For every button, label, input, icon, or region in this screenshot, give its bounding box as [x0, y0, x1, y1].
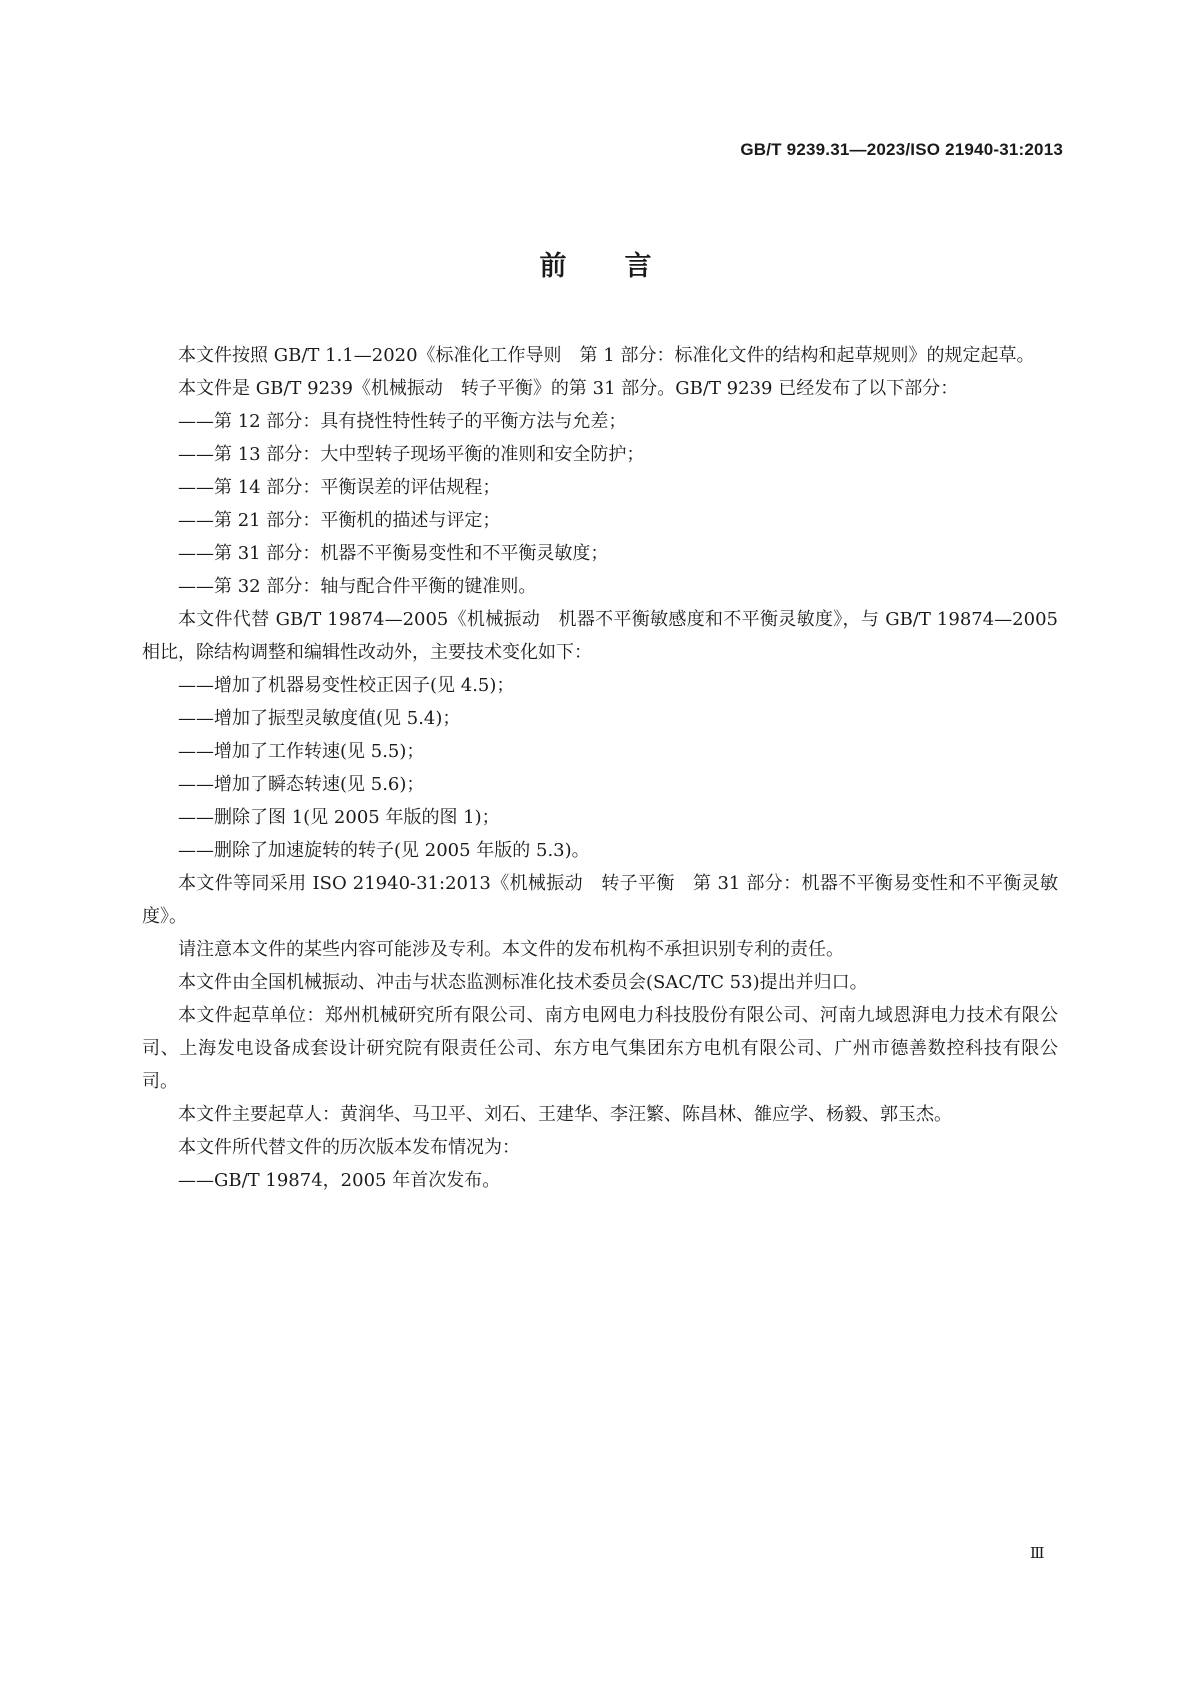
drafting-rule-paragraph: 本文件按照 GB/T 1.1—2020《标准化工作导则 第 1 部分：标准化文件的结构和起草规则》的规定起草。 — [178, 345, 1035, 366]
list-item: ——增加了工作转速(见 5.5)； — [178, 741, 425, 762]
changes-list — [142, 669, 1058, 867]
list-item: ——增加了振型灵敏度值(见 5.4)； — [178, 708, 461, 729]
adoption-paragraph: 本文件等同采用 ISO 21940-31:2013《机械振动 转子平衡 第 31 部分：机器不平衡易变性和不平衡灵敏度》。 — [142, 873, 1058, 927]
list-item: ——第 21 部分：平衡机的描述与评定； — [178, 510, 501, 531]
list-item: ——第 14 部分：平衡误差的评估规程； — [178, 477, 501, 498]
page-number: Ⅲ — [1030, 1544, 1045, 1562]
page-title: 前言 — [539, 251, 710, 282]
foreword-body — [142, 339, 1058, 1197]
proposer-paragraph: 本文件由全国机械振动、冲击与状态监测标准化技术委员会(SAC/TC 53)提出并归口。 — [178, 972, 868, 993]
list-item: ——增加了瞬态转速(见 5.6)； — [178, 774, 425, 795]
standard-code: GB/T 9239.31—2023/ISO 21940-31:2013 — [740, 140, 1063, 159]
drafting-units-paragraph: 本文件起草单位：郑州机械研究所有限公司、南方电网电力科技股份有限公司、河南九域恩湃电力技术有限公司、上海发电设备成套设计研究院有限责任公司、东方电气集团东方电机有限公司、广州市德善数控科技有限公司。 — [142, 1005, 1058, 1092]
list-item: ——第 32 部分：轴与配合件平衡的键准则。 — [178, 576, 537, 597]
patent-notice-paragraph: 请注意本文件的某些内容可能涉及专利。本文件的发布机构不承担识别专利的责任。 — [178, 939, 844, 960]
parts-list — [142, 405, 1058, 603]
replacement-paragraph: 本文件代替 GB/T 19874—2005《机械振动 机器不平衡敏感度和不平衡灵敏度》，与 GB/T 19874—2005 相比，除结构调整和编辑性改动外，主要技术变化如下： — [142, 609, 1058, 663]
list-item: ——GB/T 19874，2005 年首次发布。 — [178, 1170, 501, 1191]
history-list — [142, 1164, 1058, 1197]
drafters-paragraph: 本文件主要起草人：黄润华、马卫平、刘石、王建华、李汪繁、陈昌林、雒应学、杨毅、郭玉杰。 — [178, 1104, 952, 1125]
list-item: ——删除了加速旋转的转子(见 2005 年版的 5.3)。 — [178, 840, 590, 861]
list-item: ——第 12 部分：具有挠性特性转子的平衡方法与允差； — [178, 411, 627, 432]
list-item: ——删除了图 1(见 2005 年版的图 1)； — [178, 807, 500, 828]
series-intro-paragraph: 本文件是 GB/T 9239《机械振动 转子平衡》的第 31 部分。GB/T 9239 已经发布了以下部分： — [178, 378, 959, 399]
list-item: ——第 31 部分：机器不平衡易变性和不平衡灵敏度； — [178, 543, 609, 564]
history-intro-paragraph: 本文件所代替文件的历次版本发布情况为： — [178, 1137, 520, 1158]
list-item: ——增加了机器易变性校正因子(见 4.5)； — [178, 675, 515, 696]
list-item: ——第 13 部分：大中型转子现场平衡的准则和安全防护； — [178, 444, 645, 465]
